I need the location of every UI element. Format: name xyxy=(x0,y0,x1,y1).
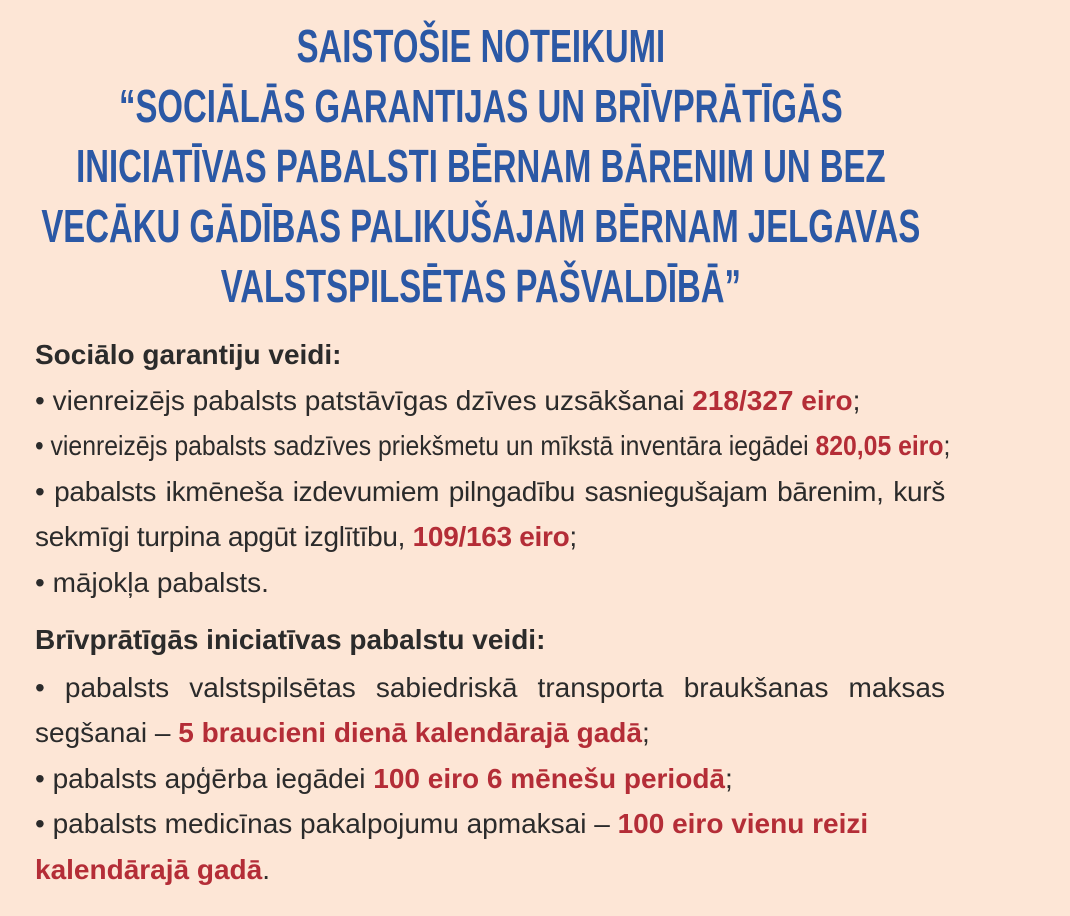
item-text: pabalsts valstspilsētas sabiedriskā transporta braukšanas maksas segšanai – xyxy=(35,671,945,748)
item-end: ; xyxy=(725,762,733,794)
title-line-4: VECĀKU GĀDĪBAS PALIKUŠAJAM BĒRNAM JELGAVAS xyxy=(41,200,921,252)
list-item xyxy=(35,469,945,560)
item-amount: 5 braucieni dienā kalendārajā gadā xyxy=(178,717,642,748)
item-end: . xyxy=(262,853,271,885)
bullet: • xyxy=(35,475,45,507)
section-social-guarantees xyxy=(35,332,951,605)
item-amount: 218/327 eiro xyxy=(692,384,853,416)
section-heading: Brīvprātīgās iniciatīvas pabalstu veidi: xyxy=(35,624,546,655)
list-item xyxy=(35,801,945,892)
title-text xyxy=(0,0,962,316)
section-voluntary-initiatives xyxy=(35,617,945,892)
item-amount: 100 eiro 6 mēnešu periodā xyxy=(373,762,725,794)
item-end: ; xyxy=(641,717,650,748)
bullet: • xyxy=(35,671,45,703)
bullet: • xyxy=(35,566,45,598)
item-line xyxy=(35,423,950,469)
list-item xyxy=(35,423,951,469)
list-item xyxy=(35,665,945,756)
content xyxy=(0,332,962,892)
item-amount: 109/163 eiro xyxy=(412,521,570,552)
item-text: pabalsts apģērba iegādei xyxy=(52,762,374,794)
title-line-5: VALSTSPILSĒTAS PAŠVALDĪBĀ” xyxy=(220,260,741,312)
item-end: ; xyxy=(569,521,577,552)
item-amount: 820,05 eiro xyxy=(815,430,944,461)
list-item xyxy=(35,378,945,424)
bullet: • xyxy=(35,430,44,461)
item-text: pabalsts medicīnas pakalpojumu apmaksai – xyxy=(52,808,618,839)
item-end: ; xyxy=(943,430,951,461)
list-item xyxy=(35,756,945,802)
item-text: mājokļa pabalsts. xyxy=(52,566,269,598)
item-text: pabalsts ikmēneša izdevumiem pilngadību sasniegušajam bārenim, kurš sekmīgi turpina apgūt izglītību, xyxy=(35,475,945,552)
title-block xyxy=(0,0,962,320)
item-end: ; xyxy=(852,384,861,416)
title-line-1: SAISTOŠIE NOTEIKUMI xyxy=(296,20,666,72)
item-text: vienreizējs pabalsts sadzīves priekšmetu un mīkstā inventāra iegādei xyxy=(50,430,816,461)
bullet: • xyxy=(35,808,45,839)
list-item xyxy=(35,560,945,606)
item-amount: 100 eiro vienu reizi kalendārajā gadā xyxy=(35,808,869,885)
bullet: • xyxy=(35,384,45,416)
section-heading: Sociālo garantiju veidi: xyxy=(35,339,342,370)
item-text: vienreizējs pabalsts patstāvīgas dzīves uzsākšanai xyxy=(52,384,693,416)
title-line-3: INICIATĪVAS PABALSTI BĒRNAM BĀRENIM UN BEZ xyxy=(76,140,886,192)
bullet: • xyxy=(35,762,45,794)
title-line-2: “SOCIĀLĀS GARANTIJAS UN BRĪVPRĀTĪGĀS xyxy=(119,80,843,132)
